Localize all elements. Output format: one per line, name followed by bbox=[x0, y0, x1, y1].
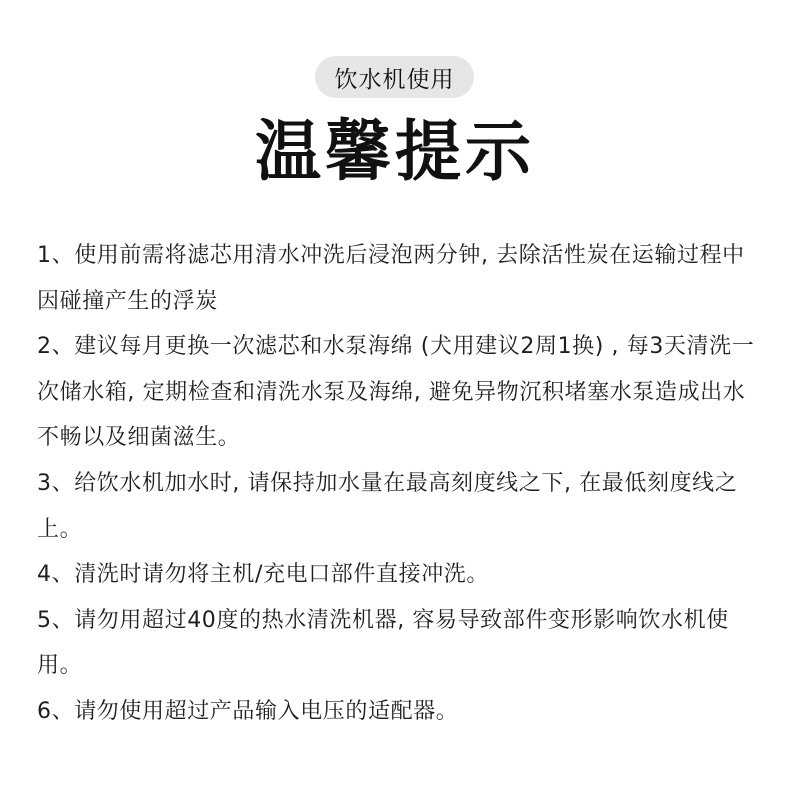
category-badge-label: 饮水机使用 bbox=[334, 66, 455, 93]
tip-item-4: 4、清洗时请勿将主机/充电口部件直接冲洗。 bbox=[37, 562, 490, 588]
tip-item-3: 3、给饮水机加水时, 请保持加水量在最高刻度线之下, 在最低刻度线之上。 bbox=[37, 470, 738, 542]
tips-list bbox=[37, 233, 759, 735]
tip-item-5: 5、请勿用超过40度的热水清洗机器, 容易导致部件变形影响饮水机使用。 bbox=[37, 607, 729, 679]
tip-item-1: 1、使用前需将滤芯用清水冲洗后浸泡两分钟, 去除活性炭在运输过程中因碰撞产生的浮炭 bbox=[37, 243, 745, 314]
page-title: 温馨提示 bbox=[255, 113, 535, 190]
category-badge bbox=[315, 56, 474, 98]
tip-item-6: 6、请勿使用超过产品输入电压的适配器。 bbox=[37, 698, 459, 724]
tip-item-2: 2、建议每月更换一次滤芯和水泵海绵 (犬用建议2周1换) , 每3天清洗一次储水箱, 定期检查和清洗水泵及海绵, 避免异物沉积堵塞水泵造成出水不畅以及细菌滋生。 bbox=[37, 334, 755, 451]
